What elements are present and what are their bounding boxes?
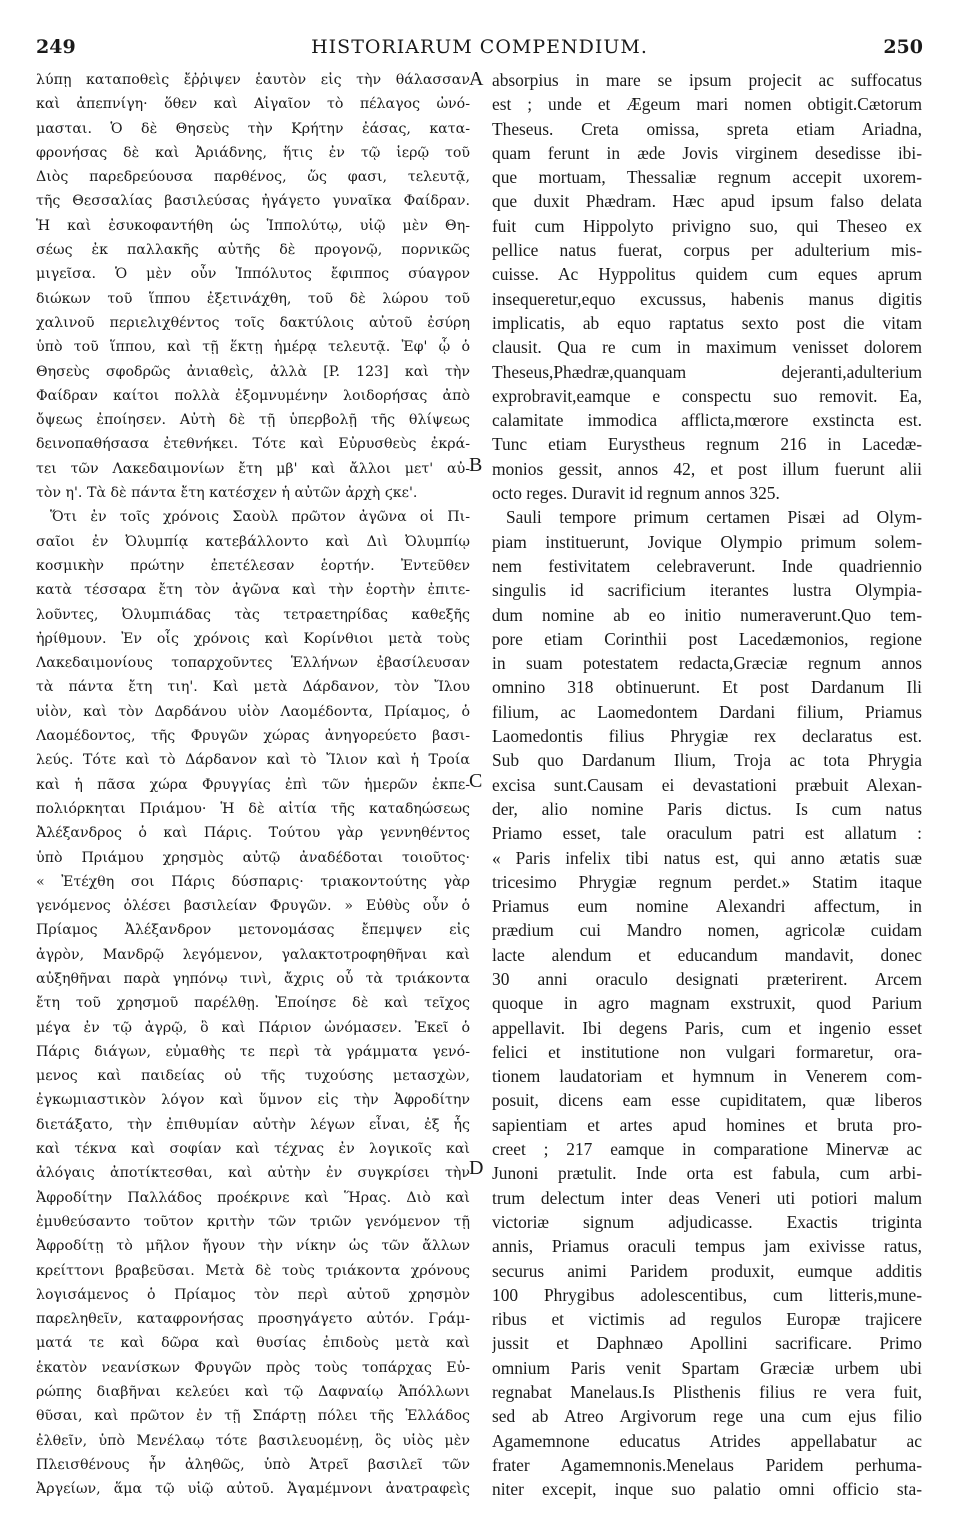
text-line: frater Agamemnonis.Menelaus Paridem perhuma-: [492, 1454, 922, 1475]
text-line: πολιόρκηται Πριάμου· Ἡ δὲ αἰτία τῆς καταδηώσεως: [36, 800, 470, 817]
text-line: ὑπὸ τοῦ ἵππου, καὶ τῇ ἕκτῃ ἡμέρᾳ τελευτᾷ. Ἐφ' ᾧ ὁ: [36, 339, 470, 356]
text-line: τει τῶν Λακεδαιμονίων ἔτη μβ' καὶ ἄλλοι μετ' αὐ-: [36, 460, 470, 477]
text-line: ὄψεως ἐποίησεν. Αὐτὴ δὲ τῇ ὑπερβολῇ τῆς θλίψεως: [36, 412, 470, 429]
text-line: victoriæ signum adjudicasse. Exactis triginta: [492, 1211, 922, 1232]
text-line: que mortuam, Thessaliæ regnum accepit uxorem-: [492, 167, 922, 188]
text-line: λεύς. Τότε καὶ τὸ Δάρδανον καὶ τὸ Ἴλιον καὶ ἡ Τροία: [36, 752, 470, 769]
text-line: creet ; 217 eamque in comparatione Minervæ ac: [492, 1139, 922, 1160]
text-line: Φαίδραν καίτοι πολλὰ ἐξομνυμένην λοιδορήσας ἀπὸ: [36, 387, 470, 404]
text-line: μασται. Ὁ δὲ Θησεὺς τὴν Κρήτην ἐάσας, κατα-: [36, 120, 470, 137]
text-line: τὰ πάντα ἔτη τιη'. Καὶ μετὰ Δάρδανον, τὸν Ἴλου: [36, 679, 470, 696]
text-line: felici et institutione non vulgari formaretur, ora-: [492, 1041, 922, 1062]
text-line: υἱὸν, καὶ τὸν Δαρδάνου υἱὸν Λαομέδοντα, Πρίαμος, ὁ: [36, 703, 470, 720]
text-line: Sub quo Dardanum Ilium, Troja ac tota Phrygia: [492, 750, 922, 771]
text-line: ἑκατὸν νεανίσκων Φρυγῶν πρὸς τοὺς τοπάρχας Εὐ-: [36, 1359, 470, 1376]
text-line: est ; unde et Ægeum mari nomen obtigit.Cætorum: [492, 94, 922, 115]
text-line: clausit. Qua re cum in maximum venisset dolorem: [492, 337, 922, 358]
text-line: καὶ τέκνα καὶ σοφίαν καὶ τέχνας ἐν λογικοῖς καὶ: [36, 1141, 470, 1158]
text-line: κρείττονι βραβεῦσαι. Μετὰ δὲ τοὺς τριάκοντα χρόνους: [36, 1262, 470, 1279]
text-line: in suam potestatem redacta,Græciæ regnum annos: [492, 653, 922, 674]
text-line: Πλεισθένους ἦν ἀληθῶς, ὑπὸ Ἀτρεῖ βασιλεῖ τῶν: [36, 1456, 470, 1473]
text-line: fuit cum Hippolyto privigno suo, qui Theseo ex: [492, 215, 922, 236]
text-line: μενος καὶ παιδείας οὐ τῆς τυχούσης μετασχὼν,: [36, 1068, 470, 1085]
section-marker-a: A: [469, 68, 484, 90]
text-line: διώκων τοῦ ἵππου ἐξετινάχθη, τοῦ δὲ λώρου τοῦ: [36, 290, 470, 307]
text-line: κατὰ τέσσαρα ἔτη τὸν ἀγῶνα καὶ τὴν ἑορτὴν ἐπιτε-: [36, 582, 470, 599]
section-marker-b: B: [469, 454, 483, 476]
text-line: Ἀλέξανδρος ὁ καὶ Πάρις. Τούτου γὰρ γεννηθέντος: [36, 825, 470, 842]
text-line: Junoni prætulit. Inde orta est fabula, cum arbi-: [492, 1163, 922, 1184]
text-line: 30 anni oraculo designati præterirent. Arcem: [492, 968, 922, 989]
running-title: HISTORIARUM COMPENDIUM.: [311, 36, 648, 58]
text-line: δεινοπαθήσασα ἐτεθνήκει. Τότε καὶ Εὐρυσθεὺς ἐκρά-: [36, 436, 470, 453]
text-line: sapientiam et artes apud homines et bruta pro-: [492, 1114, 922, 1135]
text-line: jussit et Daphnæo Apollini sacrificare. Primo: [492, 1333, 922, 1354]
text-line: filium, ac Laomedontem Dardani filium, Priamus: [492, 701, 922, 722]
text-line: prædium cui Mandro nomen, agricolæ cuidam: [492, 920, 922, 941]
text-line: Priamus eum nomine Alexandri affectum, in: [492, 896, 922, 917]
text-line: μιγεῖσα. Ὁ μὲν οὖν Ἱππόλυτος ἔφιππος σύαγρον: [36, 266, 470, 283]
text-line: niter excepit, inque suo palatio omni officio sta-: [492, 1479, 922, 1500]
text-line: Θησεὺς σφοδρῶς ἀνιαθεὶς, ἀλλὰ [P. 123] καὶ τὴν: [36, 363, 470, 380]
text-line: Laomedontis filius Phrygiæ rex declaratus est.: [492, 726, 922, 747]
text-line: posuit, dicens eam esse cupiditatem, quæ liberos: [492, 1090, 922, 1111]
text-line: κοσμικὴν πρώτην ἐπετέλεσαν ἑορτήν. Ἐντεῦθεν: [36, 557, 470, 574]
text-line: absorpius in mare se ipsum projecit ac suffocatus: [492, 70, 922, 90]
text-line: tionem laudatoriam et hymnum in Venerem com-: [492, 1066, 922, 1087]
text-line: exprobravit,eamque e conspectu suo removit. Ea,: [492, 385, 922, 406]
text-line: παρεληθεῖν, καταφρονήσας προσηγάγετο αὐτόν. Γράμ-: [36, 1311, 470, 1328]
text-line: λογισάμενος ὁ Πρίαμος τὸν περὶ αὐτοῦ χρησμὸν: [36, 1286, 470, 1303]
text-line: pore etiam Corinthii post Lacedæmonios, regione: [492, 628, 922, 649]
page-number-right: 250: [883, 36, 923, 58]
text-line: τῆς Θεσσαλίας βασιλεύσας ἠγάγετο γυναῖκα Φαίδραν.: [36, 193, 470, 210]
text-line: μέγα ἐν τῷ ἀγρῷ, ὃ καὶ Πάριον ὠνόμασεν. Ἐκεῖ ὁ: [36, 1019, 470, 1036]
text-line: omnium Paris venit Spartam Græciæ urbem ubi: [492, 1357, 922, 1378]
text-line: λοῦντες, Ὀλυμπιάδας τὰς τετραετηρίδας καθεξῆς: [36, 606, 470, 623]
text-line: Ἀφροδίτην Παλλάδος προέκρινε καὶ Ἥρας. Διὸ καὶ: [36, 1189, 470, 1206]
text-line: appellavit. Ibi degens Paris, cum et ingenio esset: [492, 1017, 922, 1038]
text-line: 100 Phrygibus adolescentibus, cum litteris,mune-: [492, 1284, 922, 1305]
text-line: καὶ ἡ πᾶσα χώρα Φρυγγίας ἐπὶ τῶν ἡμερῶν ἐκπε-: [36, 776, 470, 793]
text-line: Πρίαμος Ἀλέξανδρον μετονομάσας ἔπεμψεν εἰς: [36, 922, 470, 939]
text-line: διετάξατο, τὴν ἐπιθυμίαν αὐτὴν λέγων εἶναι, ἐξ ἧς: [36, 1116, 470, 1133]
text-line: omnino 318 obtinuerunt. Et post Dardanum Ili: [492, 677, 922, 698]
section-marker-d: D: [469, 1157, 484, 1179]
text-line: lacte alendum et educandum mandavit, donec: [492, 944, 922, 965]
text-line: pellice natus fuerat, corpus per adulterium mis-: [492, 240, 922, 261]
page-number-left: 249: [36, 36, 76, 58]
text-line: Theseus. Creta omissa, spreta etiam Ariadna,: [492, 118, 922, 139]
text-line: ἔτη τοῦ χρησμοῦ παρέλθῃ. Ἐποίησε δὲ καὶ τεῖχος: [36, 995, 470, 1012]
text-line: tricesimo Phrygiæ regnum perdet.» Statim itaque: [492, 871, 922, 892]
text-line: Tunc etiam Eurystheus regnum 216 in Lacedæ-: [492, 434, 922, 455]
text-line: regnabat Manelaus.Is Plisthenis filius re vera fuit,: [492, 1382, 922, 1403]
text-line: « Paris infelix tibi natus est, qui anno ætatis suæ: [492, 847, 922, 868]
text-line: Ἀφροδίτῃ τὸ μῆλον ἤγουν τὴν νίκην ὡς τῶν ἄλλων: [36, 1238, 470, 1255]
text-line: quoque in agro magnam exstruxit, quod Parium: [492, 993, 922, 1014]
text-line: Ἡ καὶ ἐσυκοφαντήθη ὡς Ἱππολύτῳ, υἱῷ μὲν Θη-: [36, 217, 470, 234]
text-line: Priamo esset, tale oraculum patri est allatum :: [492, 823, 922, 844]
text-line: Λαομέδοντος, τῆς Φρυγῶν χώρας ἀνηγορεύετο βασι-: [36, 728, 470, 745]
text-line: piam instituerunt, Jovique Olympio primum solem-: [492, 531, 922, 552]
text-line: ἐγκωμιαστικὸν λόγον καὶ ὕμνον εἰς τὴν Ἀφροδίτην: [36, 1092, 470, 1109]
text-line: ἐλθεῖν, ὑπὸ Μενέλαῳ τότε βασιλευομένῃ, ὃς υἱὸς μὲν: [36, 1432, 470, 1449]
text-line: « Ἐτέχθη σοι Πάρις δύσπαρις· τριακοντούτης γὰρ: [36, 873, 470, 890]
text-line: θῦσαι, καὶ πρῶτον ἐν τῇ Σπάρτῃ πόλει τῆς Ἑλλάδος: [36, 1408, 470, 1425]
text-line: ματά τε καὶ δῶρα καὶ θυσίας ἐπιδοὺς μετὰ καὶ: [36, 1335, 470, 1352]
text-line: ἀγρὸν, Μανδρῷ λεγόμενον, γαλακτοτροφηθῆναι καὶ: [36, 946, 470, 963]
text-line: φρονήσας δὲ καὶ Ἀριάδνης, ἥτις ἐν τῷ ἱερῷ τοῦ: [36, 144, 470, 161]
text-line: ἠρίθμουν. Ἐν οἷς χρόνοις καὶ Κορίνθιοι μετὰ τοὺς: [36, 630, 470, 647]
text-line: χαλινοῦ περιελιχθέντος τοῖς δακτύλοις αὐτοῦ ἐσύρη: [36, 314, 470, 331]
text-line: dum nomine ab eo initio numeraverunt.Quo tem-: [492, 604, 922, 625]
text-line: Ὅτι ἐν τοῖς χρόνοις Σαοὺλ πρῶτον ἀγῶνα οἱ Πι-: [50, 509, 470, 526]
text-line: Διὸς παρεδρεύουσα παρθένος, ὥς φασι, τελευτᾷ,: [36, 169, 470, 186]
text-line: der, alio nomine Paris dictus. Is cum natus: [492, 798, 922, 819]
text-line: trum delectum inter deas Veneri uti potiori malum: [492, 1187, 922, 1208]
latin-column: [492, 68, 922, 1502]
text-line: Πάρις διάγων, εὐμαθὴς τε περὶ τὰ γράμματα γενό-: [36, 1043, 470, 1060]
text-line: Agamemnone educatus Atrides appellabatur ac: [492, 1430, 922, 1451]
text-line: ribus et victimis ad regulos Europæ trajicere: [492, 1309, 922, 1330]
text-line: quam ferunt in æde Jovis virginem desedisse ibi-: [492, 142, 922, 163]
text-line: monios gessit, annos 42, et post illum fuerunt alii: [492, 458, 922, 479]
text-line: ρώπης διαβῆναι κελεύει καὶ τῷ Δαφναίῳ Ἀπόλλωνι: [36, 1384, 470, 1401]
text-line: sed ab Atreo Argivorum rege una cum ejus filio: [492, 1406, 922, 1427]
text-line: Λακεδαιμονίους τοπαρχοῦντες Ἑλλήνων ἐβασίλευσαν: [36, 655, 470, 672]
text-line: αὐξηθῆναι παρὰ γηπόνῳ τινὶ, ἄχρις οὗ τὰ τριάκοντα: [36, 970, 470, 987]
text-line: Theseus,Phædræ,quanquam dejeranti,adulterium: [492, 361, 922, 382]
text-line: ἐμυθεύσαντο τοῦτον κριτὴν τῶν τριῶν γενόμενον τῇ: [36, 1213, 470, 1230]
text-line: Ἀργείων, ἅμα τῷ υἱῷ αὐτοῦ. Ἀγαμέμνονι ἀνατραφεὶς: [36, 1481, 470, 1498]
text-line: λύπῃ καταποθεὶς ἔῤῥιψεν ἑαυτὸν εἰς τὴν θάλασσαν: [36, 72, 470, 88]
text-line: σέως ἐκ παλλακῆς αὐτῆς δὲ προγονῷ, πορνικῶς: [36, 242, 470, 259]
text-line: καὶ ἀπεπνίγη· ὅθεν καὶ Αἰγαῖον τὸ πέλαγος ὠνό-: [36, 96, 470, 113]
text-line: γενόμενος ὀλέσει βασιλείαν Φρυγῶν. » Εὐθὺς οὖν ὁ: [36, 898, 470, 915]
text-line: que duxit Phædram. Hæc apud ipsum falso delata: [492, 191, 922, 212]
text-line: octo reges. Duravit id regnum annos 325.: [492, 483, 780, 504]
text-line: τὸν η'. Τὰ δὲ πάντα ἔτη κατέσχεν ἡ αὐτῶν ἀρχὴ ϛκε'.: [36, 485, 418, 502]
text-line: singulis id sacrificium iterantes lustra Olympia-: [492, 580, 922, 601]
section-marker-c: C: [469, 770, 483, 792]
text-line: excisa sunt.Causam ei devastationi præbuit Alexan-: [492, 774, 922, 795]
running-header: [36, 36, 923, 62]
text-line: annis, Priamus oraculi tempus jam exivisse ratus,: [492, 1236, 922, 1257]
greek-column: [36, 68, 470, 1502]
text-line: nem festivitatem celebraverunt. Inde quadriennio: [492, 555, 922, 576]
text-line: ὑπὸ Πριάμου χρησμὸς αὐτῷ ἀναδέδοται τοιοῦτος·: [36, 849, 470, 866]
text-line: ἀλόγαις ἀποτίκτεσθαι, καὶ αὐτὴν ἐν συγκρίσει τὴν: [36, 1165, 470, 1182]
text-line: Sauli tempore primum certamen Pisæi ad Olym-: [506, 507, 922, 528]
text-line: calamitate immodica afflicta,mœrore exstincta est.: [492, 410, 922, 431]
text-line: σαῖοι ἐν Ὀλυμπίᾳ κατεβάλλοντο καὶ Διὶ Ὀλυμπίῳ: [36, 533, 470, 550]
text-line: cuisse. Ac Hyppolitus quidem cum eques aprum: [492, 264, 922, 285]
text-line: implicatis, ab equo raptatus sexto post die vitam: [492, 312, 922, 333]
text-line: securus animi Paridem produxit, eumque additis: [492, 1260, 922, 1281]
text-line: insequeretur,equo excussus, habenis manus digitis: [492, 288, 922, 309]
